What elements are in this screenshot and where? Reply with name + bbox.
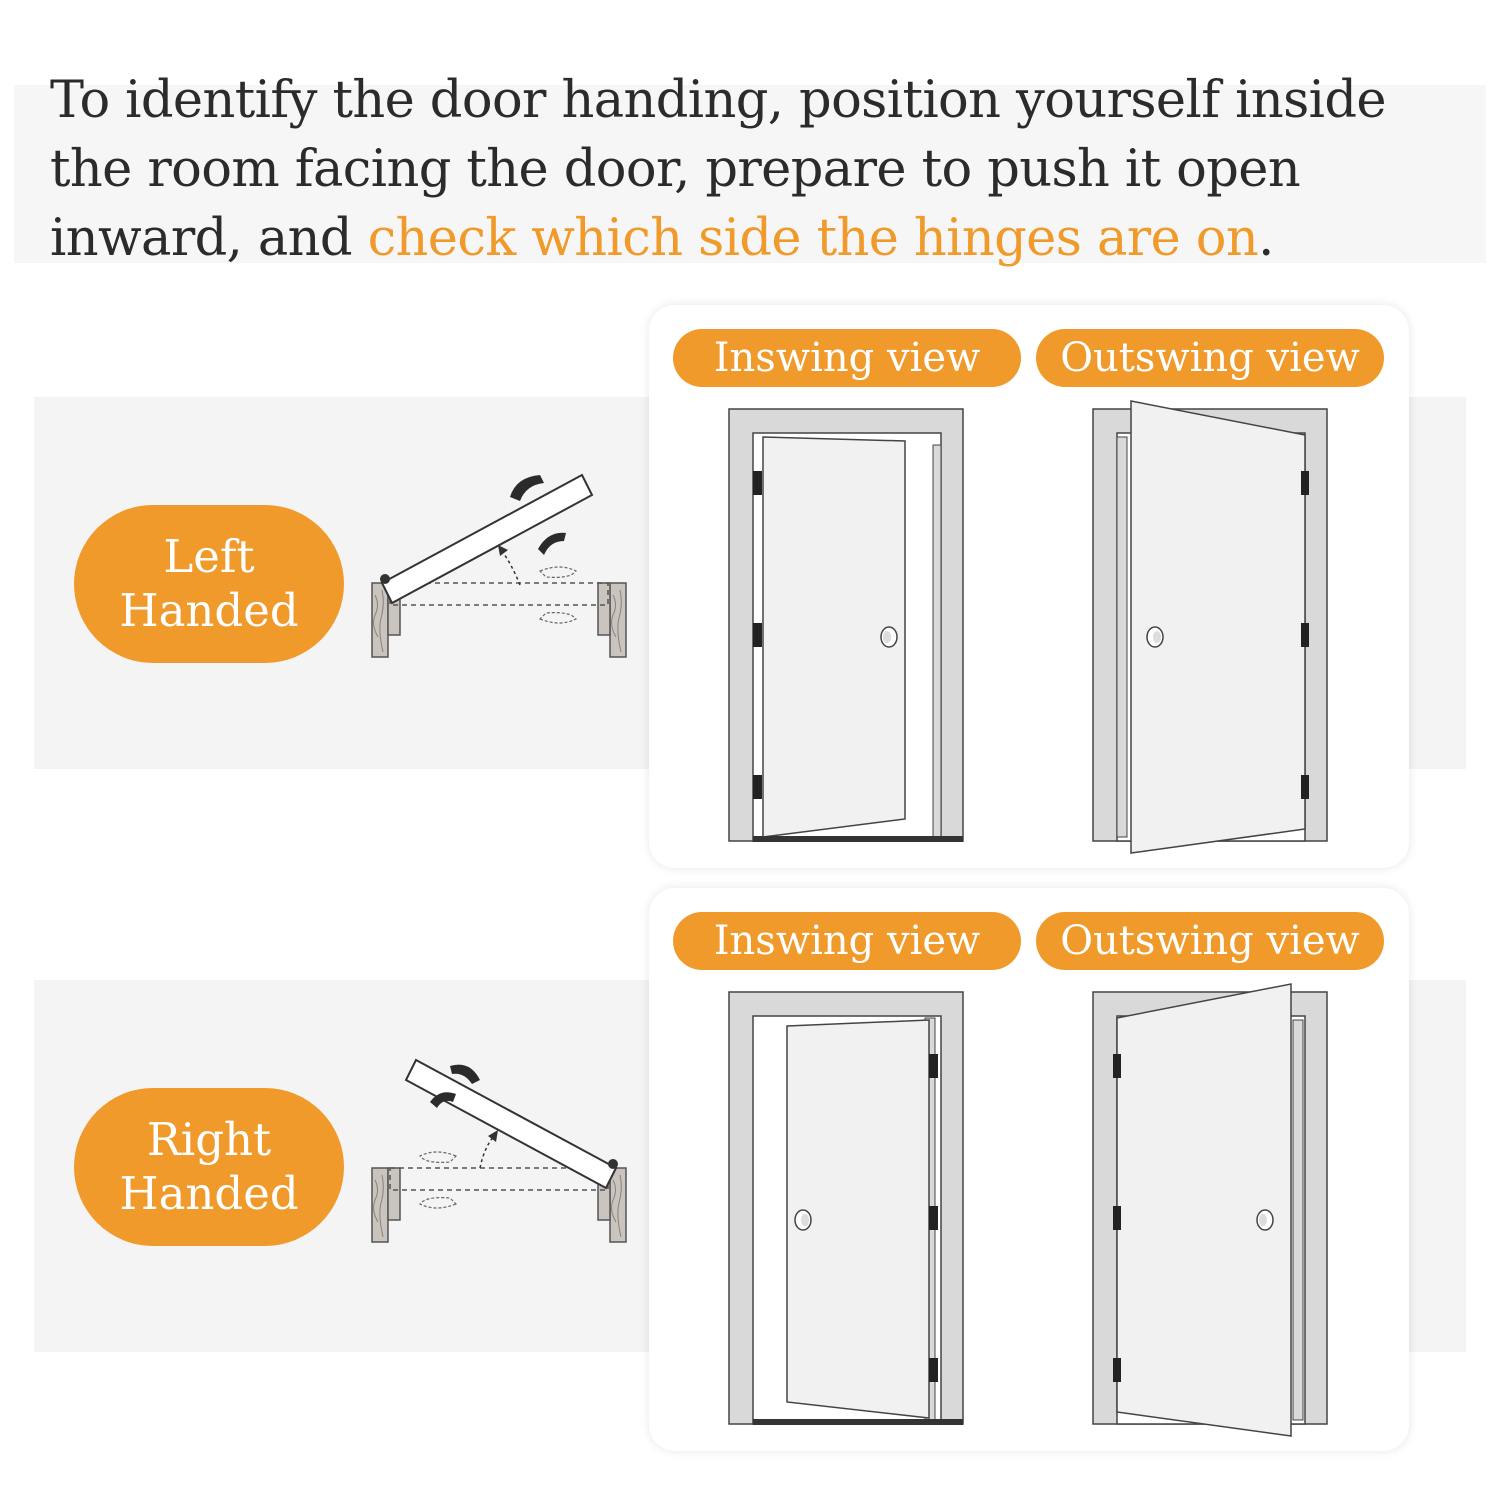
badge-line1: Left: [163, 530, 255, 583]
inswing-label: Inswing view: [673, 329, 1021, 387]
right-handed-badge: [74, 1088, 344, 1246]
outswing-label: Outswing view: [1036, 329, 1384, 387]
inswing-door-icon: [725, 397, 975, 857]
left-handed-badge: [74, 505, 344, 663]
views-card-right: [649, 888, 1409, 1451]
outswing-door-icon: [1089, 980, 1339, 1440]
outswing-door-icon: [1089, 397, 1339, 857]
inswing-door-icon: [725, 980, 975, 1440]
badge-line1: Right: [146, 1113, 272, 1166]
intro-text: [50, 66, 1480, 273]
intro-text-end: .: [1258, 209, 1274, 268]
badge-line2: Handed: [119, 1167, 299, 1220]
door-plan-right-icon: [360, 1040, 640, 1260]
views-card-left: [649, 305, 1409, 868]
intro-text-main: To identify the door handing, position yourself inside the room facing the door, prepare to push it open inward, and: [50, 71, 1386, 268]
badge-line2: Handed: [119, 584, 299, 637]
inswing-label: Inswing view: [673, 912, 1021, 970]
intro-highlight: check which side the hinges are on: [367, 209, 1259, 268]
outswing-label: Outswing view: [1036, 912, 1384, 970]
door-plan-left-icon: [360, 455, 640, 675]
